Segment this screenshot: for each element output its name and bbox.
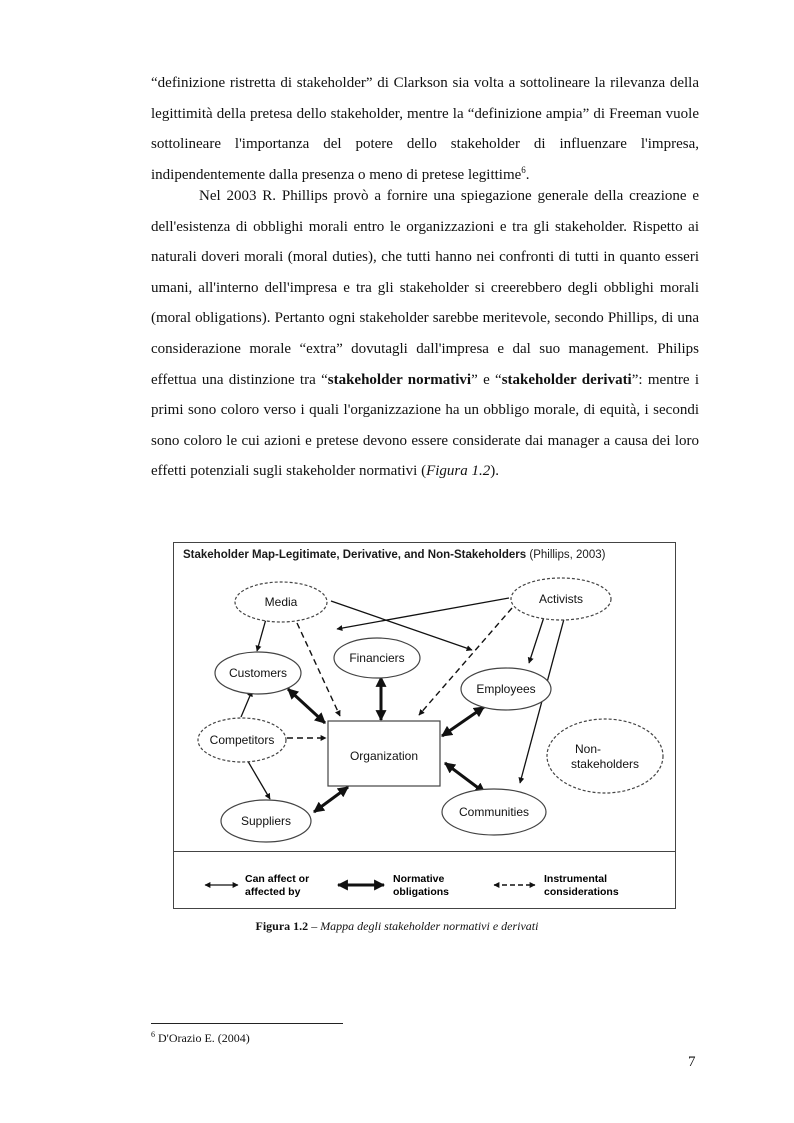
footnote-number: 6 (151, 1030, 155, 1039)
legend-affect-line-2: affected by (245, 886, 301, 898)
figure-title-text: Stakeholder Map-Legitimate, Derivative, and Non-Stakeholders (183, 549, 527, 561)
legend-normative-line-2: obligations (393, 886, 449, 898)
legend (205, 873, 619, 898)
legend-instrumental-line-2: considerations (544, 886, 619, 898)
edge-customers-organization (288, 689, 325, 723)
label-non-stakeholders-1: Non- (575, 742, 602, 756)
label-non-stakeholders-2: stakeholders (570, 757, 640, 771)
node-non-stakeholders[interactable] (547, 719, 663, 793)
label-employees: Employees (476, 682, 536, 696)
edge-competitors-suppliers (246, 758, 270, 799)
edge-suppliers-organization (314, 787, 348, 812)
paragraph-2-text-b: ” e “ (471, 371, 502, 388)
nodes (198, 578, 663, 842)
figure-reference[interactable]: Figura 1.2 (426, 463, 491, 480)
paragraph-2-end: ). (490, 463, 499, 480)
edge-media-customers (257, 619, 266, 651)
edge-activists-media (337, 598, 509, 629)
figure-caption (0, 919, 794, 934)
label-financiers: Financiers (349, 651, 405, 665)
label-suppliers: Suppliers (240, 814, 292, 828)
edge-competitors-customers (241, 691, 252, 717)
edge-employees-organization (442, 707, 484, 736)
edge-communities-organization (445, 763, 485, 793)
label-communities: Communities (458, 805, 530, 819)
legend-affect-line-1: Can affect or (245, 873, 310, 885)
term-normative-stakeholders: stakeholder normativi (327, 371, 472, 388)
legend-divider (174, 851, 675, 852)
edge-activists-employees (529, 617, 544, 663)
caption-dash: – (308, 919, 321, 933)
legend-normative-line-1: Normative (393, 873, 445, 885)
footnote-reference[interactable]: 6 (521, 164, 526, 175)
paragraph-1-end: . (525, 166, 530, 183)
label-competitors: Competitors (209, 733, 275, 747)
term-derived-stakeholders: stakeholder derivati (501, 371, 632, 388)
label-media: Media (264, 595, 298, 609)
paragraph-1-text: “definizione ristretta di stakeholder” di Clarkson sia volta a sottolineare la rilevanza della legittimità della pretesa dello stakeholder, mentre la “definizione ampia” di Freeman vuole sottolineare l'importanza del potere dello stakeholder di influenzare l'impresa, indipendentemente dalla presenza o meno di pretese legittime (151, 75, 699, 183)
caption-text: Mappa degli stakeholder normativi e derivati (320, 919, 539, 933)
paragraph-2 (151, 181, 699, 487)
footnote-rule (151, 1023, 343, 1024)
footnote-text: D'Orazio E. (2004) (155, 1031, 250, 1045)
figure-citation: (Phillips, 2003) (529, 549, 606, 561)
stakeholder-map-figure (173, 542, 676, 909)
label-organization: Organization (349, 749, 419, 763)
label-activists: Activists (538, 592, 584, 606)
stakeholder-map-diagram (174, 543, 677, 910)
page-number: 7 (688, 1054, 696, 1070)
legend-instrumental-line-1: Instrumental (544, 873, 608, 885)
footnote (151, 1030, 250, 1046)
paragraph-2-text-a: Nel 2003 R. Phillips provò a fornire una spiegazione generale della creazione e dell'esistenza di obblighi morali entro le organizzazioni e tra gli stakeholder. Rispetto ai naturali doveri morali (moral duties), che tutti hanno nei confronti di tutti in quanto esseri umani, all'interno dell'impresa e tra gli stakeholder si creerebbero degli obblighi morali (moral obligations). Pertanto ogni stakeholder sarebbe meritevole, secondo Phillips, di una considerazione morale “extra” dovutagli dall'impresa e dal suo management. Philips effettua una distinzione tra “ (151, 188, 699, 388)
label-customers: Customers (228, 666, 288, 680)
paragraph-2-text-c: ”: mentre i primi sono coloro verso i quali l'organizzazione ha un obbligo morale, di equità, i secondi sono coloro le cui azioni e pretese devono essere considerate dai manager a causa dei loro effetti potenziali sugli stakeholder normativi ( (151, 371, 699, 480)
caption-label: Figura 1.2 (255, 919, 309, 933)
paragraph-1 (151, 68, 699, 190)
